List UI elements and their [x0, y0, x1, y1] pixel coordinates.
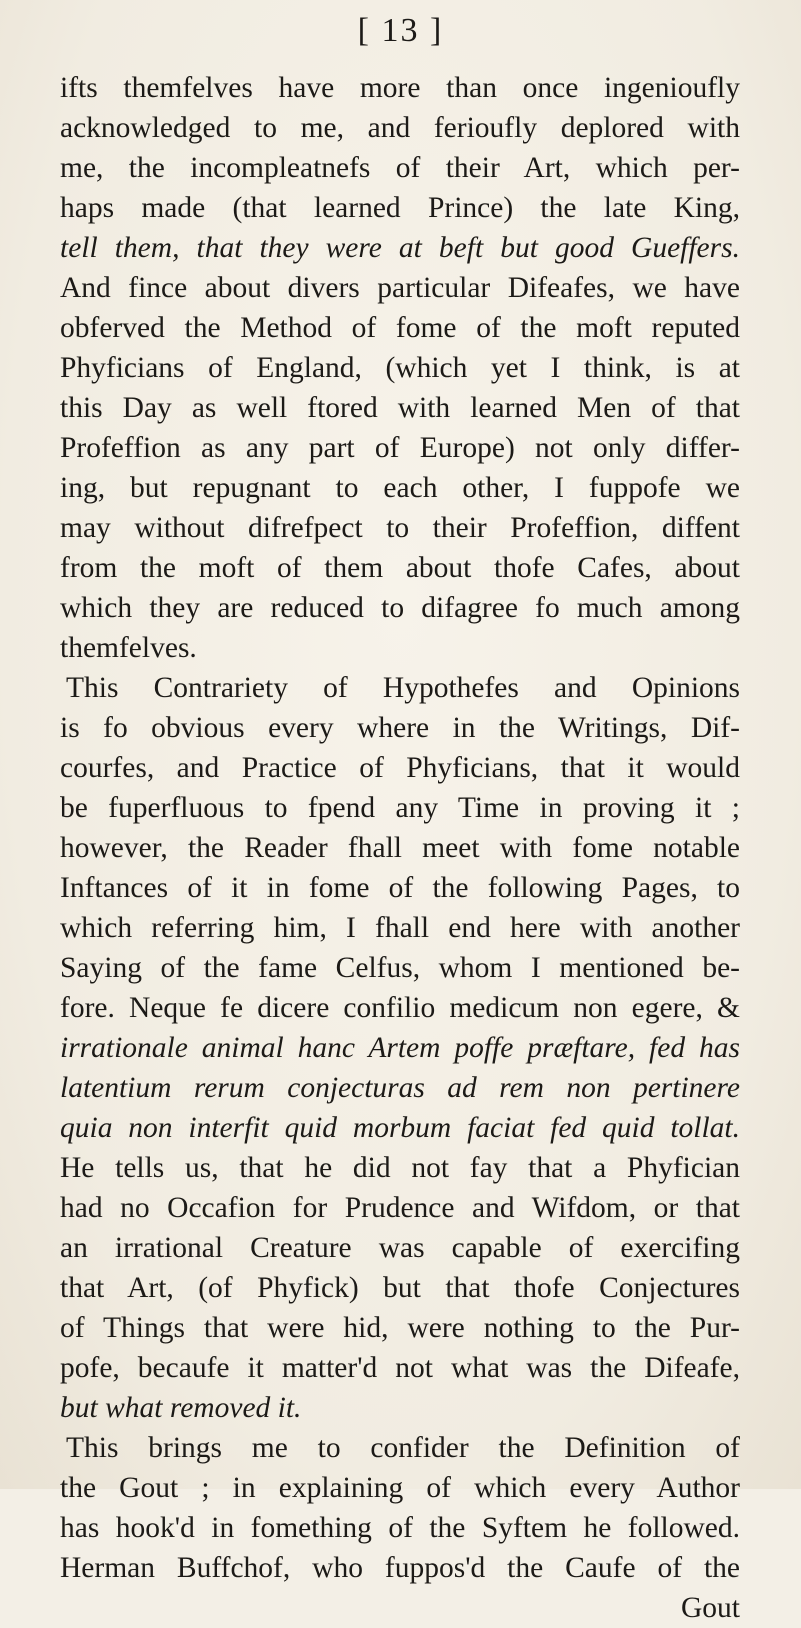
text-line: pofe, becaufe it matter'd not what was the Difeafe, [60, 1352, 740, 1384]
page-number: [ 13 ] [357, 12, 444, 49]
text-line: fore. Neque fe dicere confilio medicum non egere, & [60, 992, 740, 1024]
text-line: This brings me to confider the Definition of [66, 1432, 740, 1464]
text-line: had no Occafion for Prudence and Wifdom, or that [60, 1192, 740, 1224]
body-text [60, 68, 740, 1628]
text-line: This Contrariety of Hypothefes and Opinions [66, 672, 740, 704]
text-line: Herman Buffchof, who fuppos'd the Caufe of the [60, 1552, 740, 1584]
text-line: me, the incompleatnefs of their Art, which per- [60, 152, 740, 184]
text-line: tell them, that they were at beft but good Gueffers. [60, 232, 740, 264]
text-line: themfelves. [60, 632, 197, 664]
text-line: from the moft of them about thofe Cafes, about [60, 552, 740, 584]
text-line: may without difrefpect to their Profeffion, diffent [60, 512, 740, 544]
text-line: the Gout ; in explaining of which every Author [60, 1472, 740, 1504]
text-line: Phyficians of England, (which yet I think, is at [60, 352, 740, 384]
text-line: which referring him, I fhall end here with another [60, 912, 740, 944]
text-line: be fuperfluous to fpend any Time in proving it ; [60, 792, 740, 824]
text-line: that Art, (of Phyfick) but that thofe Conjectures [60, 1272, 740, 1304]
text-line: has hook'd in fomething of the Syftem he followed. [60, 1512, 740, 1544]
text-line: acknowledged to me, and ferioufly deplored with [60, 112, 740, 144]
catchword: Gout [681, 1592, 740, 1624]
text-line: He tells us, that he did not fay that a Phyfician [60, 1152, 740, 1184]
text-line: which they are reduced to difagree fo much among [60, 592, 740, 624]
text-line: Saying of the fame Celfus, whom I mentioned be- [60, 952, 740, 984]
text-line: but what removed it. [60, 1392, 302, 1424]
text-line: latentium rerum conjecturas ad rem non pertinere [60, 1072, 740, 1104]
text-line: irrationale animal hanc Artem poffe præftare, fed has [60, 1032, 740, 1064]
text-line: ifts themfelves have more than once ingenioufly [60, 72, 740, 104]
text-line: however, the Reader fhall meet with fome notable [60, 832, 740, 864]
text-line: ing, but repugnant to each other, I fuppofe we [60, 472, 740, 504]
text-line: an irrational Creature was capable of exercifing [60, 1232, 740, 1264]
text-line: haps made (that learned Prince) the late King, [60, 192, 740, 224]
text-line: And fince about divers particular Difeafes, we have [60, 272, 740, 304]
text-line: quia non interfit quid morbum faciat fed quid tollat. [60, 1112, 740, 1144]
text-line: is fo obvious every where in the Writings, Dif- [60, 712, 740, 744]
text-line: of Things that were hid, were nothing to the Pur- [60, 1312, 740, 1344]
text-line: obferved the Method of fome of the moft reputed [60, 312, 740, 344]
text-line: this Day as well ftored with learned Men of that [60, 392, 740, 424]
text-line: Inftances of it in fome of the following Pages, to [60, 872, 740, 904]
text-line: Profeffion as any part of Europe) not only differ- [60, 432, 740, 464]
text-line: courfes, and Practice of Phyficians, that it would [60, 752, 740, 784]
